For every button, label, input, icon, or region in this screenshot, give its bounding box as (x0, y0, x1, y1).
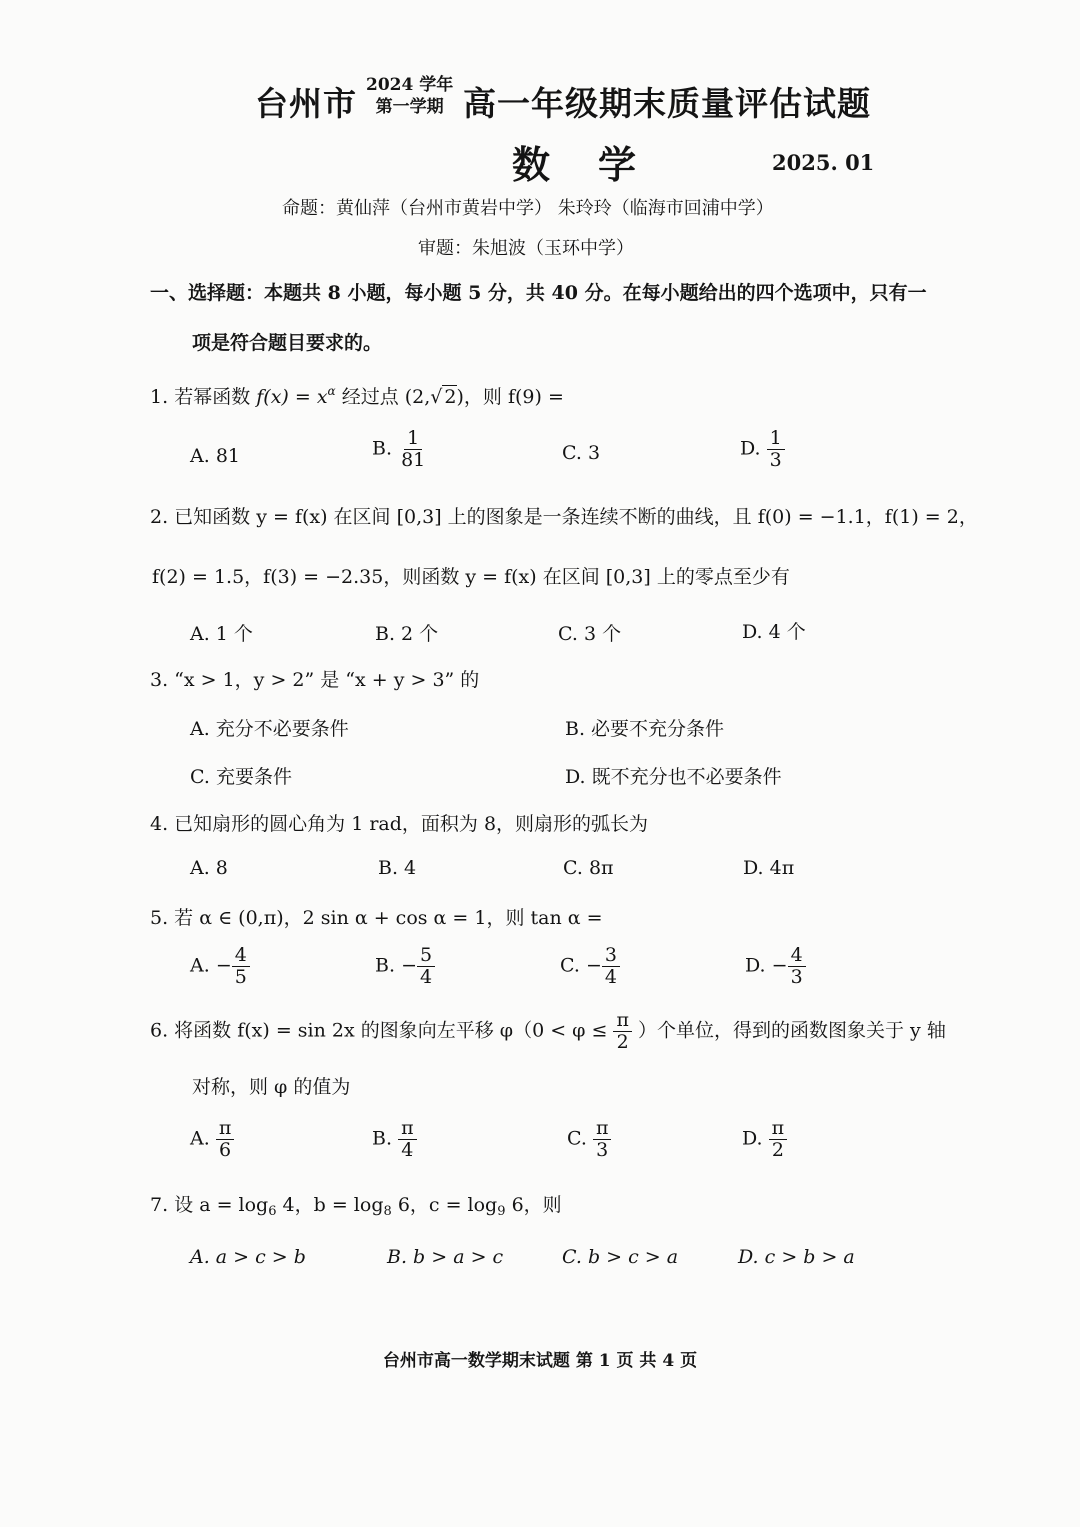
q3-option-d: D. 既不充分也不必要条件 (565, 766, 782, 788)
q1-text-c: )，则 f(9) = (456, 386, 564, 408)
q6-a-den: 6 (219, 1138, 232, 1161)
q6-range-fraction (613, 1010, 632, 1053)
section-heading-line2: 项是符合题目要求的。 (192, 332, 383, 354)
q1-b-fraction (398, 428, 428, 471)
term-year: 2024 学年 (366, 75, 454, 95)
q2-option-a: A. 1 个 (190, 623, 253, 645)
q5-d-minus: − (771, 954, 788, 977)
q6-b-den: 4 (401, 1138, 414, 1161)
q6-d-label: D. (742, 1127, 763, 1150)
q6-pi: π (613, 1010, 632, 1032)
question-2-line1: 2. 已知函数 y = f(x) 在区间 [0,3] 上的图象是一条连续不断的曲线，且 f(0) = −1.1，f(1) = 2， (150, 506, 978, 528)
q5-option-a (190, 945, 250, 988)
q1-text-a: 若幂函数 (174, 386, 251, 408)
q2-option-c: C. 3 个 (558, 623, 622, 645)
q5-a-den: 5 (234, 965, 247, 988)
q5-b-minus: − (401, 954, 417, 977)
q6-d-den: 2 (771, 1138, 784, 1161)
q6-d-num: π (769, 1118, 788, 1140)
q7-base-a: 6 (268, 1204, 277, 1219)
q5-c-num: 3 (602, 945, 620, 967)
q5-a-fraction (232, 945, 250, 988)
question-7 (150, 1190, 562, 1219)
q5-d-num: 4 (788, 945, 806, 967)
q1-c-label: C. (562, 442, 582, 464)
q7-option-d: D. c > b > a (738, 1246, 855, 1268)
q5-a-num: 4 (232, 945, 250, 967)
q5-b-label: B. (375, 954, 396, 977)
q1-exponent: α (327, 384, 336, 398)
q5-b-fraction (417, 945, 435, 988)
question-3: 3. “x > 1，y > 2” 是 “x + y > 3” 的 (150, 669, 480, 691)
q6-option-a (190, 1118, 234, 1161)
q1-function: f(x) = x (256, 386, 328, 408)
q6-text-b: ）个单位，得到的函数图象关于 y 轴 (638, 1019, 946, 1042)
q1-b-den: 81 (401, 448, 426, 471)
q1-b-num: 1 (404, 428, 422, 450)
question-4: 4. 已知扇形的圆心角为 1 rad，面积为 8，则扇形的弧长为 (150, 813, 649, 835)
q6-a-label: A. (190, 1127, 210, 1150)
q6-option-d (742, 1118, 787, 1161)
q5-c-label: C. (560, 954, 580, 977)
term-label (366, 74, 453, 118)
q4-option-d: D. 4π (743, 857, 795, 879)
q3-option-c: C. 充要条件 (190, 766, 292, 788)
main-title: 高一年级期末质量评估试题 (463, 84, 871, 123)
q6-option-b (372, 1118, 417, 1161)
page-footer: 台州市高一数学期末试题 第 1 页 共 4 页 (382, 1351, 698, 1371)
q5-d-den: 3 (790, 965, 803, 988)
q6-a-num: π (216, 1118, 235, 1140)
q5-d-label: D. (745, 954, 766, 977)
q1-option-a (190, 445, 240, 467)
q5-c-fraction (602, 945, 620, 988)
q1-c-value: 3 (587, 442, 601, 464)
q5-a-minus: − (215, 954, 232, 977)
q1-d-den: 3 (769, 448, 782, 471)
q7-option-b: B. b > a > c (387, 1246, 504, 1268)
q1-d-fraction (767, 428, 785, 471)
q6-c-num: π (593, 1118, 612, 1140)
q4-option-c: C. 8π (563, 857, 614, 879)
q1-number: 1. (150, 386, 169, 408)
q1-sqrt-value: 2 (444, 386, 457, 408)
q6-d-fraction (769, 1118, 788, 1161)
q6-b-num: π (398, 1118, 417, 1140)
q6-two: 2 (616, 1030, 629, 1053)
q1-option-d (740, 428, 785, 471)
subject-title: 数学 (512, 142, 685, 187)
term-semester: 第一学期 (375, 97, 444, 117)
q4-option-b: B. 4 (378, 857, 417, 879)
q2-option-d: D. 4 个 (742, 621, 806, 643)
q6-c-label: C. (567, 1127, 587, 1150)
q5-c-den: 4 (604, 965, 617, 988)
city-name: 台州市 (255, 84, 357, 123)
q6-c-fraction (593, 1118, 612, 1161)
q7-option-c: C. b > c > a (562, 1246, 679, 1268)
q6-option-c (567, 1118, 611, 1161)
q7-text-c: 6，c = log (397, 1194, 498, 1216)
q7-text-d: 6，则 (511, 1194, 562, 1216)
exam-date: 2025. 01 (772, 150, 875, 175)
q1-a-value: 81 (215, 445, 240, 467)
q1-a-label: A. (190, 445, 210, 467)
q7-base-c: 9 (497, 1204, 506, 1219)
q6-b-label: B. (372, 1127, 393, 1150)
q3-option-b: B. 必要不充分条件 (565, 718, 725, 740)
q1-option-c (562, 442, 600, 464)
question-2-line2: f(2) = 1.5，f(3) = −2.35，则函数 y = f(x) 在区间 [0,3] 上的零点至少有 (152, 566, 790, 588)
q5-b-den: 4 (419, 965, 433, 988)
question-5: 5. 若 α ∈ (0,π)，2 sin α + cos α = 1，则 tan α = (150, 907, 603, 929)
q1-d-label: D. (740, 437, 761, 460)
question-6-line1 (150, 1010, 946, 1053)
q5-option-d (745, 945, 806, 988)
q6-text-a: 6. 将函数 f(x) = sin 2x 的图象向左平移 φ（0 < φ ≤ (150, 1019, 608, 1042)
sqrt-icon: √ (430, 386, 443, 408)
reviewer-line: 审题：朱旭波（玉环中学） (418, 238, 634, 259)
q6-c-den: 3 (596, 1138, 609, 1161)
q5-c-minus: − (585, 954, 602, 977)
setters-line: 命题：黄仙萍（台州市黄岩中学） 朱玲玲（临海市回浦中学） (282, 198, 774, 219)
q7-text-a: 7. 设 a = log (150, 1194, 269, 1216)
q5-option-b (375, 945, 435, 988)
section-heading-line1: 一、选择题：本题共 8 小题，每小题 5 分，共 40 分。在每小题给出的四个选项中，只有一 (150, 282, 927, 304)
q5-a-label: A. (190, 954, 210, 977)
q5-b-num: 5 (417, 945, 435, 967)
question-1 (150, 382, 564, 409)
q5-d-fraction (788, 945, 806, 988)
q7-base-b: 8 (383, 1204, 392, 1219)
q6-a-fraction (216, 1118, 235, 1161)
q6-b-fraction (398, 1118, 417, 1161)
q2-option-b: B. 2 个 (375, 623, 439, 645)
q3-option-a: A. 充分不必要条件 (190, 718, 349, 740)
q1-text-b: 经过点 (2, (341, 386, 431, 408)
q5-option-c (560, 945, 620, 988)
q1-option-b (372, 428, 428, 471)
question-6-line2: 对称，则 φ 的值为 (192, 1076, 351, 1098)
q7-option-a: A. a > c > b (190, 1246, 306, 1268)
q4-option-a: A. 8 (190, 857, 228, 879)
q1-d-num: 1 (767, 428, 785, 450)
q7-text-b: 4，b = log (282, 1194, 384, 1216)
q1-b-label: B. (372, 437, 393, 460)
